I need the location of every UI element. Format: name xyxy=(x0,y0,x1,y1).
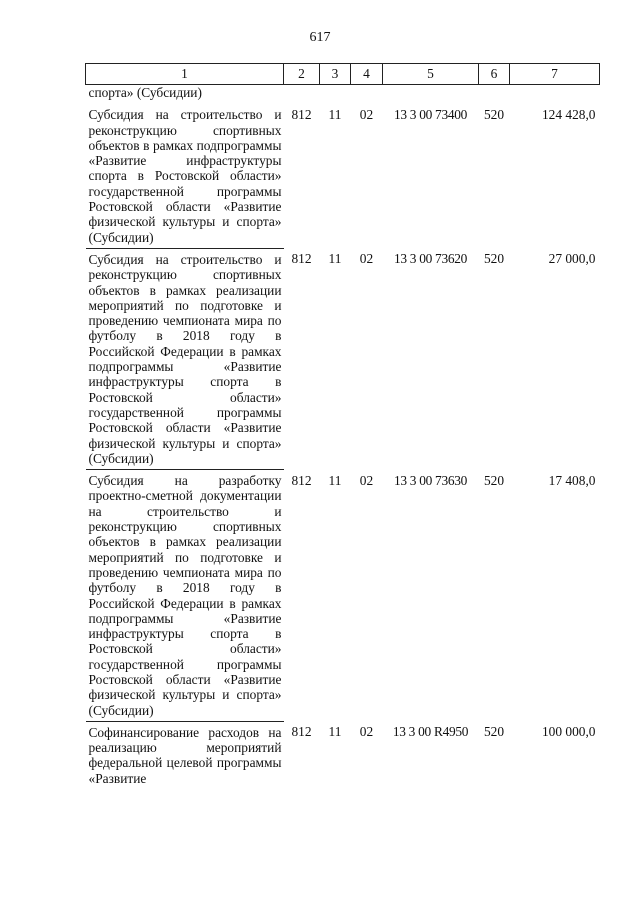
table-row xyxy=(86,104,600,248)
table-header xyxy=(86,64,600,85)
header-col-3: 3 xyxy=(320,64,351,85)
header-col-7: 7 xyxy=(510,64,600,85)
row-amount: 100 000,0 xyxy=(541,724,596,740)
row-subsection: 02 xyxy=(359,107,374,123)
row-expense-type: 520 xyxy=(483,107,505,123)
header-col-1: 1 xyxy=(86,64,284,85)
header-col-2: 2 xyxy=(284,64,320,85)
row-expense-type: 520 xyxy=(483,724,505,740)
row-expense-type: 520 xyxy=(483,251,505,267)
page-number: 617 xyxy=(309,30,331,45)
row-target-code: 13 3 00 73630 xyxy=(393,472,468,488)
budget-table xyxy=(85,63,600,789)
row-section: 11 xyxy=(328,724,342,740)
row-subsection: 02 xyxy=(359,472,374,488)
table-body xyxy=(86,85,600,790)
continuation-row xyxy=(86,85,600,105)
row-ministry: 812 xyxy=(291,724,312,740)
table-row xyxy=(86,248,600,469)
header-col-5: 5 xyxy=(383,64,479,85)
row-amount: 27 000,0 xyxy=(548,251,596,267)
row-target-code: 13 3 00 73400 xyxy=(393,107,468,123)
row-expense-type: 520 xyxy=(483,472,505,488)
row-subsection: 02 xyxy=(359,724,374,740)
table-row xyxy=(86,470,600,722)
continuation-text: спорта» (Субсидии) xyxy=(88,85,202,100)
row-ministry: 812 xyxy=(291,107,312,123)
row-section: 11 xyxy=(328,107,342,123)
row-description: Субсидия на строительство и реконструкцию спортивных объектов в рамках подпрограммы «Развитие инфраструктуры спорта в Ростовской области» государственной программы Ростовской области «Развитие физической культуры и спорта» (Субсидии) xyxy=(88,107,282,245)
row-target-code: 13 3 00 73620 xyxy=(393,251,468,267)
row-section: 11 xyxy=(328,251,342,267)
row-target-code: 13 3 00 R4950 xyxy=(392,724,469,740)
header-row xyxy=(86,64,600,85)
header-col-6: 6 xyxy=(479,64,510,85)
row-amount: 17 408,0 xyxy=(548,472,596,488)
row-section: 11 xyxy=(328,472,342,488)
row-description: Субсидия на разработку проектно-сметной документации на строительство и реконструкцию спортивных объектов в рамках реализации мероприятий по подготовке и проведению чемпионата мира по футболу в 2018 году в Российской Федерации в рамках подпрограммы «Развитие инфраструктуры спорта в Ростовской области» государственной программы Ростовской области «Развитие физической культуры и спорта» (Субсидии) xyxy=(86,470,284,722)
header-col-4: 4 xyxy=(351,64,383,85)
row-amount: 124 428,0 xyxy=(541,107,596,123)
row-ministry: 812 xyxy=(291,251,312,267)
row-description: Субсидия на строительство и реконструкцию спортивных объектов в рамках реализации мероприятий по подготовке и проведению чемпионата мира по футболу в 2018 году в Российской Федерации в рамках подпрограммы «Развитие инфраструктуры спорта в Ростовской области» государственной программы Ростовской области «Развитие физической культуры и спорта» (Субсидии) xyxy=(86,248,284,469)
row-subsection: 02 xyxy=(359,251,374,267)
row-ministry: 812 xyxy=(291,472,312,488)
row-description: Софинансирование расходов на реализацию мероприятий федеральной целевой программы «Развитие xyxy=(86,721,284,789)
table-row xyxy=(86,721,600,789)
